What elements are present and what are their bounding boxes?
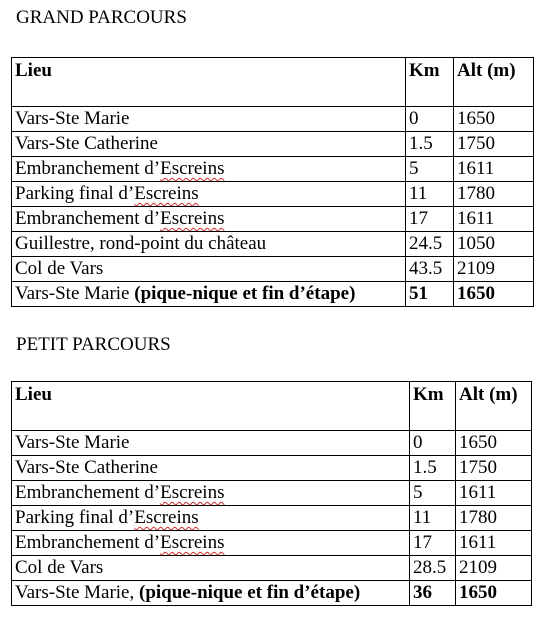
- lieu-text: Embranchement d’: [15, 158, 161, 179]
- cell-lieu: [12, 207, 406, 232]
- table-header-row: [12, 382, 532, 431]
- lieu-text: Embranchement d’: [15, 482, 161, 503]
- table-header-row: [12, 58, 534, 107]
- header-km: Km: [410, 382, 456, 431]
- cell-lieu: Col de Vars: [12, 257, 406, 282]
- table-row: [12, 207, 534, 232]
- table-row: [12, 506, 532, 531]
- cell-lieu: Vars-Ste Catherine: [12, 456, 410, 481]
- lieu-text: Vars-Ste Marie,: [15, 582, 139, 603]
- cell-km: 17: [410, 531, 456, 556]
- cell-lieu: [12, 481, 410, 506]
- cell-alt: 1650: [456, 581, 532, 606]
- cell-lieu: Vars-Ste Marie: [12, 431, 410, 456]
- lieu-note: (pique-nique et fin d’étape): [139, 582, 361, 603]
- cell-km: 5: [410, 481, 456, 506]
- cell-km: 51: [406, 282, 454, 307]
- cell-km: 28.5: [410, 556, 456, 581]
- cell-km: 5: [406, 157, 454, 182]
- header-lieu: Lieu: [12, 382, 410, 431]
- cell-alt: 1750: [456, 456, 532, 481]
- cell-km: 0: [406, 107, 454, 132]
- petit-parcours-table: [11, 381, 532, 606]
- header-alt: Alt (m): [456, 382, 532, 431]
- cell-km: 43.5: [406, 257, 454, 282]
- spellcheck-word: Escreins: [160, 158, 225, 179]
- table-row-final: [12, 282, 534, 307]
- table-row: [12, 257, 534, 282]
- header-alt: Alt (m): [454, 58, 534, 107]
- cell-km: 1.5: [406, 132, 454, 157]
- cell-km: 11: [410, 506, 456, 531]
- lieu-text: Embranchement d’: [15, 208, 161, 229]
- cell-alt: 1611: [454, 157, 534, 182]
- cell-lieu: [12, 157, 406, 182]
- cell-lieu: [12, 506, 410, 531]
- cell-lieu: [12, 182, 406, 207]
- lieu-text: Parking final d’: [15, 507, 135, 528]
- table-row: [12, 232, 534, 257]
- cell-alt: 1650: [454, 107, 534, 132]
- table-row: [12, 481, 532, 506]
- cell-alt: 1050: [454, 232, 534, 257]
- cell-lieu: [12, 282, 406, 307]
- table-row: [12, 456, 532, 481]
- table-row: [12, 132, 534, 157]
- spellcheck-word: Escreins: [134, 183, 199, 204]
- cell-alt: 1611: [454, 207, 534, 232]
- cell-alt: 1750: [454, 132, 534, 157]
- cell-km: 17: [406, 207, 454, 232]
- cell-lieu: [12, 581, 410, 606]
- cell-km: 0: [410, 431, 456, 456]
- header-km: Km: [406, 58, 454, 107]
- table-row: [12, 531, 532, 556]
- cell-alt: 2109: [454, 257, 534, 282]
- cell-lieu: Col de Vars: [12, 556, 410, 581]
- spellcheck-word: Escreins: [160, 482, 225, 503]
- cell-lieu: Vars-Ste Catherine: [12, 132, 406, 157]
- cell-alt: 1780: [456, 506, 532, 531]
- table-row: [12, 157, 534, 182]
- lieu-text: Parking final d’: [15, 183, 135, 204]
- spellcheck-word: Escreins: [134, 507, 199, 528]
- cell-km: 36: [410, 581, 456, 606]
- spellcheck-word: Escreins: [160, 532, 225, 553]
- cell-alt: 1611: [456, 481, 532, 506]
- table-row: [12, 556, 532, 581]
- cell-lieu: Vars-Ste Marie: [12, 107, 406, 132]
- cell-alt: 1780: [454, 182, 534, 207]
- cell-alt: 1650: [454, 282, 534, 307]
- cell-km: 11: [406, 182, 454, 207]
- grand-parcours-title: GRAND PARCOURS: [16, 7, 187, 28]
- table-row: [12, 107, 534, 132]
- cell-km: 1.5: [410, 456, 456, 481]
- cell-lieu: [12, 531, 410, 556]
- lieu-text: Embranchement d’: [15, 532, 161, 553]
- cell-alt: 1611: [456, 531, 532, 556]
- cell-lieu: Guillestre, rond-point du château: [12, 232, 406, 257]
- cell-km: 24.5: [406, 232, 454, 257]
- petit-parcours-title: PETIT PARCOURS: [16, 334, 171, 355]
- header-lieu: Lieu: [12, 58, 406, 107]
- cell-alt: 2109: [456, 556, 532, 581]
- grand-parcours-table: [11, 57, 534, 307]
- cell-alt: 1650: [456, 431, 532, 456]
- table-row: [12, 431, 532, 456]
- table-row: [12, 182, 534, 207]
- spellcheck-word: Escreins: [160, 208, 225, 229]
- lieu-text: Vars-Ste Marie: [15, 283, 135, 304]
- lieu-note: (pique-nique et fin d’étape): [134, 283, 356, 304]
- table-row-final: [12, 581, 532, 606]
